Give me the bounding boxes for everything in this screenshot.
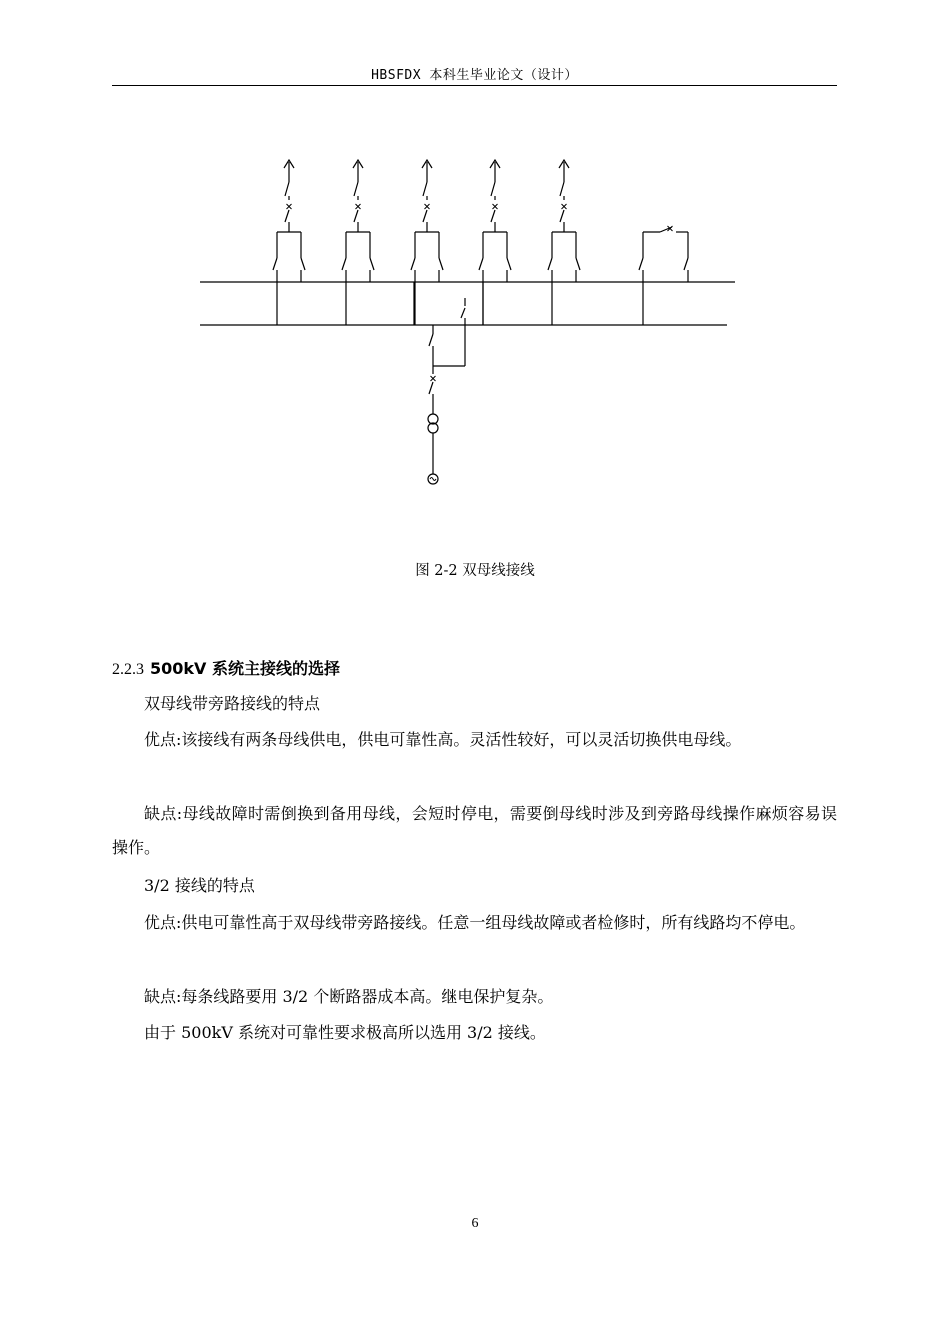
figure-caption: 图 2-2 双母线接线 — [415, 563, 535, 579]
feeder-bay-3 — [411, 160, 443, 325]
incoming-generator-bay — [414, 282, 465, 484]
section-heading — [112, 656, 340, 679]
page-header: HBSFDX 本科生毕业论文（设计） — [371, 68, 578, 83]
feeder-bay-1 — [273, 160, 305, 325]
bus-tie-disconnector — [461, 282, 483, 366]
paragraph-double-bus-features: 双母线带旁路接线的特点 — [144, 694, 321, 713]
header-rule — [112, 85, 837, 86]
feeder-bay-2 — [342, 160, 374, 325]
paragraph-conclusion: 由于 500kV 系统对可靠性要求极高所以选用 3/2 接线。 — [144, 1023, 546, 1042]
paragraph-breaker-and-half-features: 3/2 接线的特点 — [144, 876, 255, 895]
bus-coupler-bay — [639, 226, 688, 325]
paragraph-double-bus-disadvantages: 缺点:母线故障时需倒换到备用母线，会短时停电，需要倒母线时涉及到旁路母线操作麻烦容易误操作。 — [112, 804, 837, 857]
double-bus-wiring-diagram — [190, 150, 750, 495]
paragraph-breaker-and-half-advantages: 优点:供电可靠性高于双母线带旁路接线。任意一组母线故障或者检修时，所有线路均不停电。 — [144, 913, 806, 932]
feeder-bay-5 — [548, 160, 580, 325]
section-number: 2.2.3 — [112, 661, 144, 678]
section-title: 500kV 系统主接线的选择 — [150, 659, 340, 678]
paragraph-breaker-and-half-disadvantages: 缺点:每条线路要用 3/2 个断路器成本高。继电保护复杂。 — [144, 987, 554, 1006]
paragraph-double-bus-advantages: 优点:该接线有两条母线供电，供电可靠性高。灵活性较好，可以灵活切换供电母线。 — [144, 730, 742, 749]
page-number: 6 — [471, 1216, 479, 1231]
feeder-bay-4 — [479, 160, 511, 325]
